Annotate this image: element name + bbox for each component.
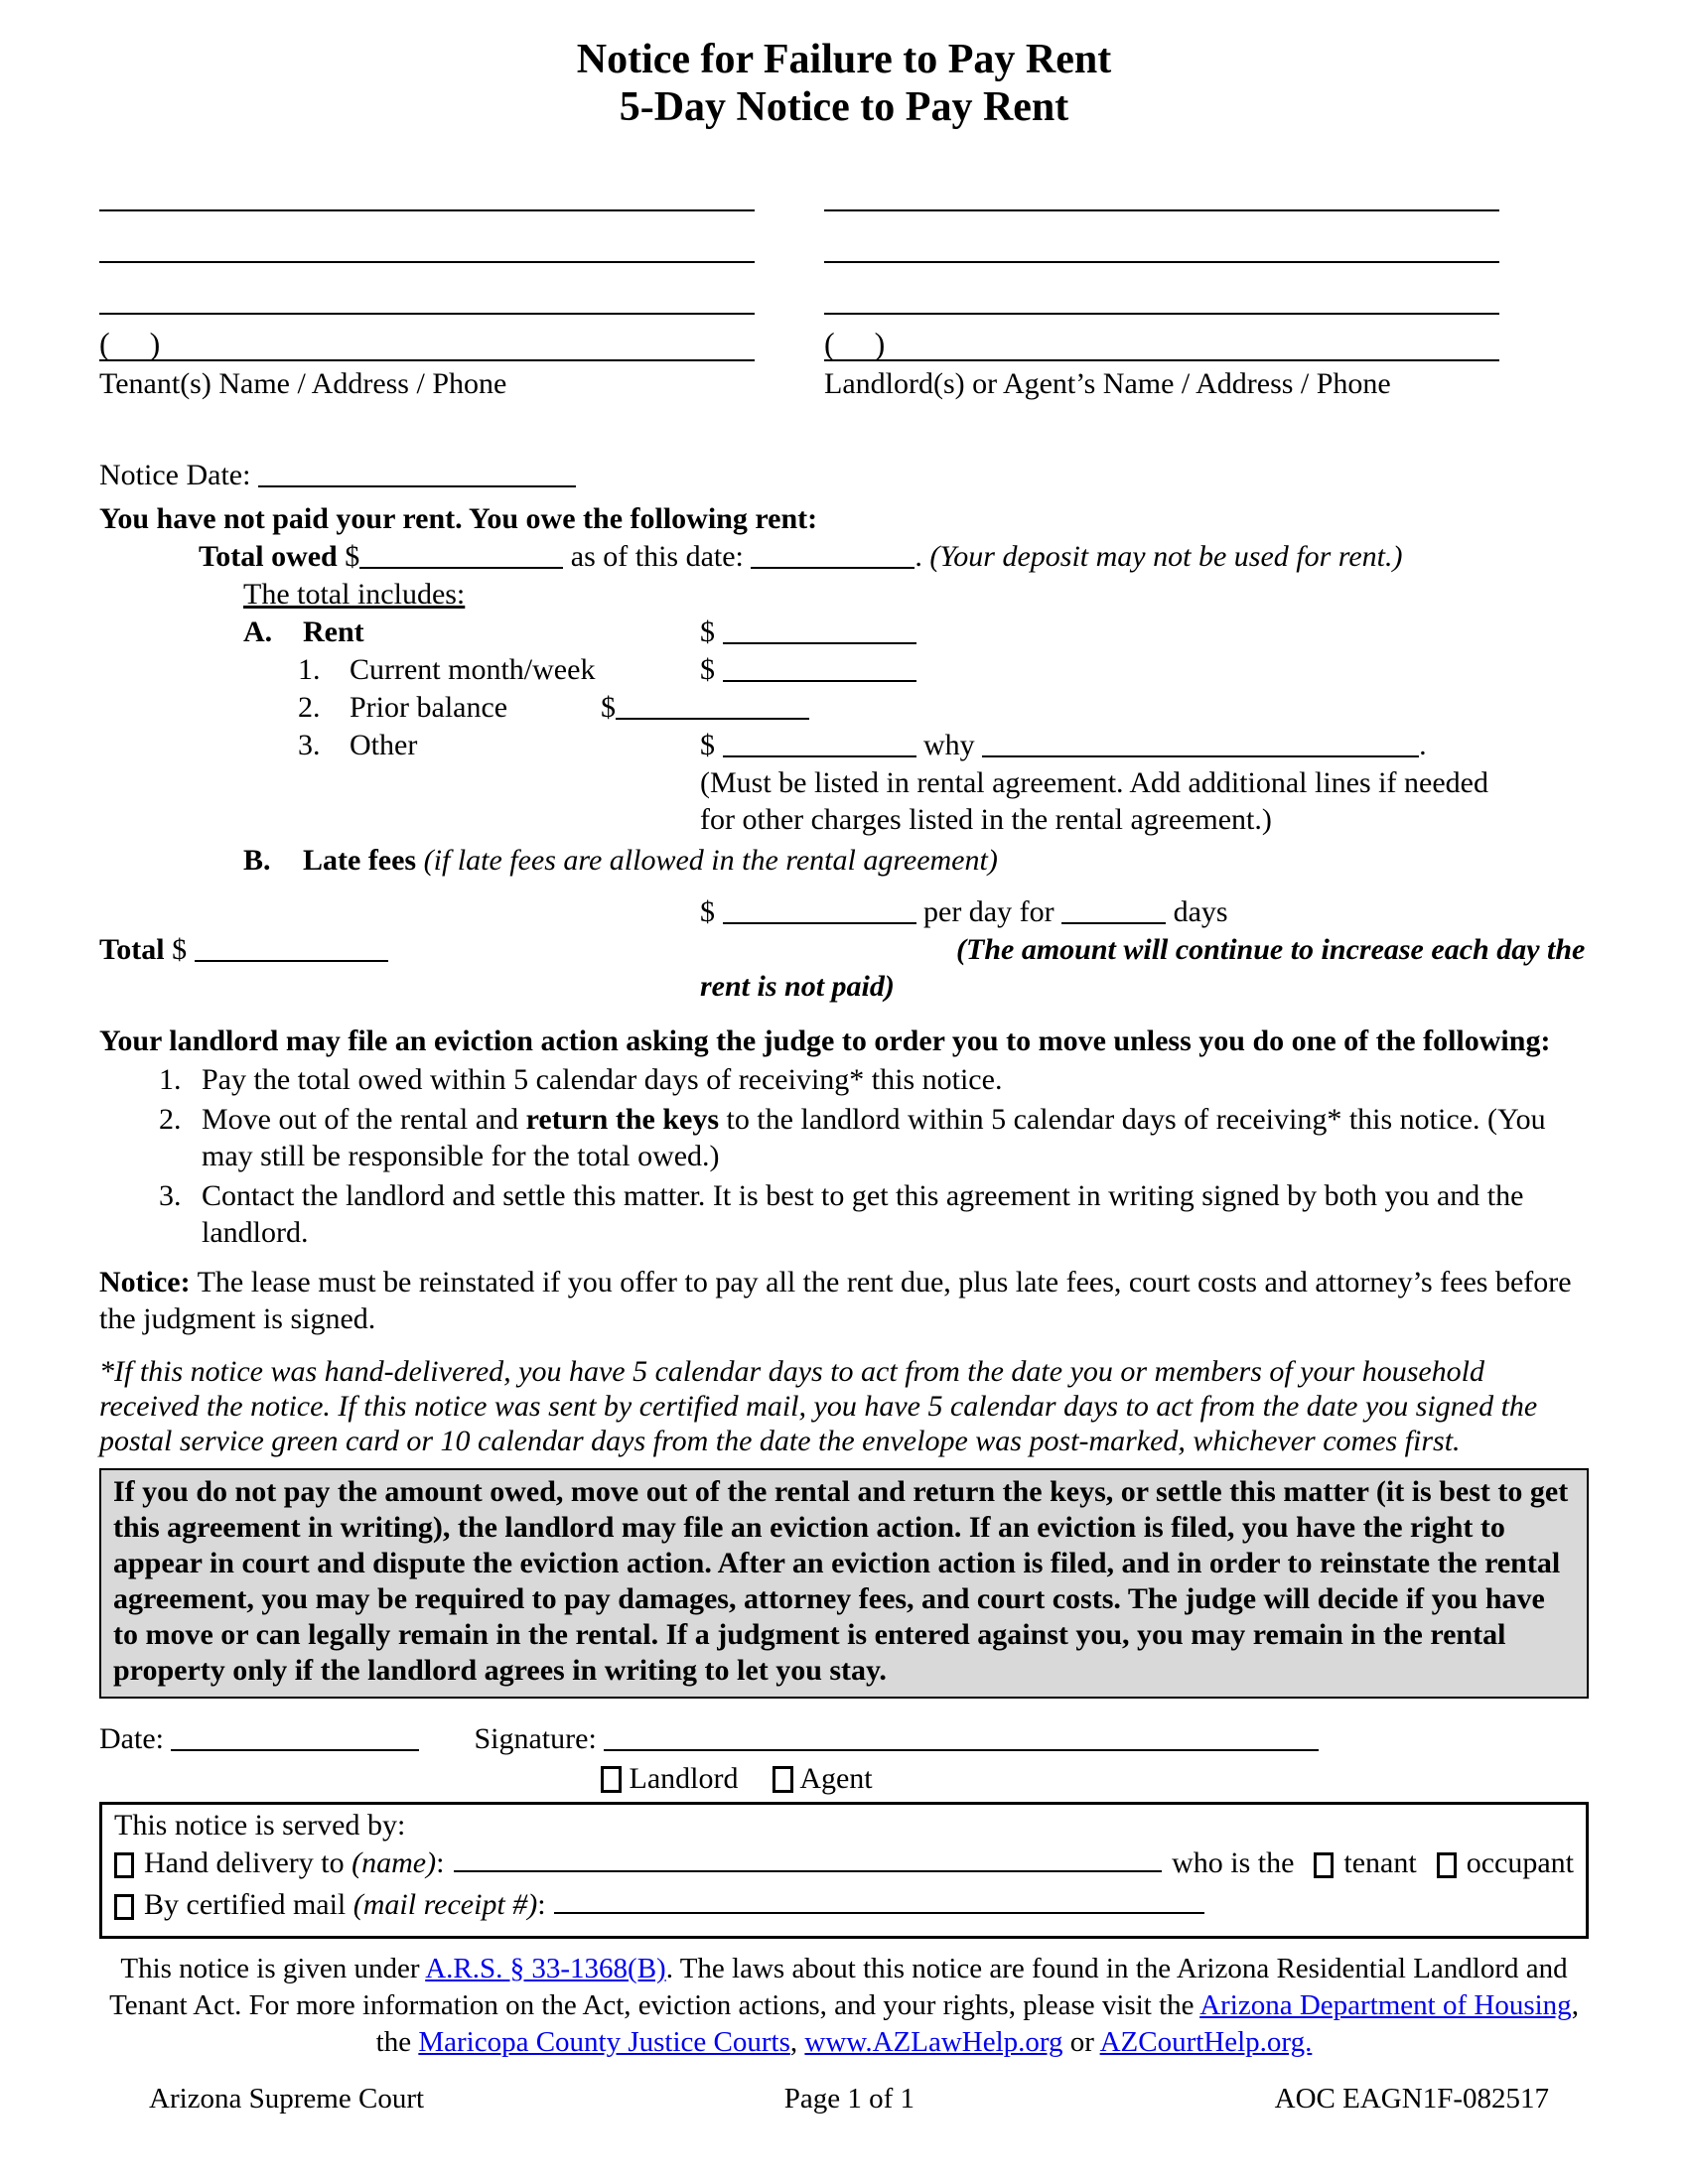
total-owed-input-line[interactable] — [359, 541, 563, 569]
days-input-line[interactable] — [1061, 896, 1166, 924]
landlord-label: Landlord(s) or Agent’s Name / Address / Phone — [824, 366, 1391, 400]
prior-balance-row — [99, 689, 1589, 727]
rent-amount-group — [700, 614, 916, 651]
option-3-text: Contact the landlord and settle this matter. It is best to get this agreement in writing signed by both you and the landlord. — [202, 1178, 1524, 1250]
notice-date-label: Notice Date: — [99, 458, 251, 491]
late-fee-amount-input-line[interactable] — [723, 896, 916, 924]
eviction-intro: Your landlord may file an eviction action asking the judge to order you to move unless you do one of the following: — [99, 1024, 1551, 1057]
parties-section — [99, 154, 1589, 401]
signature-input-line[interactable] — [604, 1723, 1319, 1751]
legal-text: . The laws about this notice are found in the Arizona Residential Landlord and Tenant Act. For more information on the Act, eviction actions, and your rights, please visit the — [109, 1952, 1568, 2021]
owe-heading: You have not paid your rent. You owe the following rent: — [99, 501, 818, 535]
tenant-phone-line[interactable] — [99, 315, 755, 361]
late-fees-row — [99, 842, 1589, 880]
landlord-info-line-3[interactable] — [824, 263, 1499, 315]
certified-mail-checkbox[interactable] — [114, 1894, 134, 1920]
reinstate-notice — [99, 1264, 1589, 1338]
option-1-text: Pay the total owed within 5 calendar days of receiving* this notice. — [202, 1063, 1003, 1097]
total-amount-group — [172, 933, 388, 966]
landlord-info-block — [824, 154, 1499, 401]
legal-footnote — [99, 1951, 1589, 2061]
footer-court-name: Arizona Supreme Court — [149, 2083, 425, 2116]
page-footer — [99, 2081, 1589, 2116]
mail-receipt-input-line[interactable] — [554, 1886, 1204, 1914]
currency-sign: $ — [700, 614, 715, 648]
per-day-label: per day for — [923, 894, 1055, 928]
total-amount-input-line[interactable] — [195, 934, 388, 962]
rent-item-row — [99, 614, 1589, 651]
eviction-option-1 — [99, 1061, 1589, 1099]
notice-date-row — [99, 457, 1589, 496]
current-month-input-line[interactable] — [723, 654, 916, 682]
option-2-number: 2. — [159, 1102, 182, 1136]
occupant-checkbox[interactable] — [1437, 1852, 1457, 1878]
current-month-row — [99, 651, 1589, 689]
legal-text: , — [789, 2026, 805, 2059]
total-label: Total — [99, 932, 165, 966]
tenant-checkbox-label: tenant — [1343, 1845, 1417, 1879]
agent-checkbox[interactable] — [773, 1766, 793, 1793]
landlord-checkbox-label: Landlord — [629, 1761, 739, 1795]
item-b-group — [303, 842, 998, 880]
eviction-option-3 — [99, 1177, 1589, 1252]
other-row — [99, 727, 1589, 764]
reinstate-notice-text: The lease must be reinstated if you offer to pay all the rent due, plus late fees, court costs and attorney’s fees before the judgment is signed. — [99, 1265, 1572, 1336]
landlord-info-line-2[interactable] — [824, 211, 1499, 263]
currency-sign: $ — [601, 690, 616, 724]
tenant-info-line-3[interactable] — [99, 263, 755, 315]
tenant-checkbox[interactable] — [1314, 1852, 1334, 1878]
item-a-number: A. — [243, 614, 273, 648]
other-note-row — [99, 764, 1589, 842]
hand-delivery-row — [114, 1844, 1574, 1886]
statute-link[interactable]: A.R.S. § 33-1368(B) — [425, 1952, 666, 1984]
hand-delivery-name-input-line[interactable] — [454, 1846, 1162, 1872]
justice-courts-link[interactable]: Maricopa County Justice Courts — [418, 2026, 790, 2059]
date-input-line[interactable] — [171, 1723, 419, 1751]
legal-text: This notice is given under — [120, 1952, 426, 1984]
hand-delivery-note: *If this notice was hand-delivered, you have 5 calendar days to act from the date you or members of your household received the notice. If this notice was sent by certified mail, you have 5 calendar days to act from the date you signed the postal service green card or 10 calendar days from the date the envelope was post-marked, whichever comes first. — [99, 1354, 1538, 1457]
date-label: Date: — [99, 1721, 164, 1755]
tenant-info-block — [99, 154, 755, 401]
azcourthelp-link[interactable]: AZCourtHelp.org. — [1099, 2026, 1313, 2059]
agent-checkbox-label: Agent — [799, 1761, 873, 1795]
why-label: why — [923, 728, 975, 761]
late-fees-note: (if late fees are allowed in the rental agreement) — [423, 843, 998, 877]
tenant-label: Tenant(s) Name / Address / Phone — [99, 366, 507, 400]
days-label: days — [1173, 894, 1228, 928]
service-method-box — [99, 1802, 1589, 1939]
per-day-row — [99, 893, 1589, 931]
landlord-checkbox[interactable] — [601, 1766, 622, 1793]
service-heading: This notice is served by: — [114, 1808, 406, 1842]
as-of-date-input-line[interactable] — [751, 541, 914, 569]
period: . — [914, 539, 922, 573]
current-month-amount-group — [700, 651, 916, 689]
signature-label: Signature: — [474, 1721, 597, 1755]
form-title-line2: 5-Day Notice to Pay Rent — [619, 84, 1069, 131]
footer-form-number: AOC EAGN1F-082517 — [1274, 2083, 1549, 2116]
item-b-label: Late fees — [303, 843, 417, 877]
includes-row — [243, 576, 1589, 614]
warning-box: If you do not pay the amount owed, move out of the rental and return the keys, or settle this matter (it is best to get this agreement in writing), the landlord may file an eviction action. If an eviction is filed, you have the right to appear in court and dispute the eviction action. After an eviction action is filed, and in order to reinstate the rental agreement, you may be required to pay damages, attorney fees, and court costs. The judge will decide if you have to move or can legally remain in the rental. If a judgment is entered against you, you may remain in the rental property only if the landlord agrees in writing to let you stay. — [99, 1468, 1589, 1699]
why-period: . — [1419, 728, 1427, 761]
form-title — [99, 36, 1589, 132]
form-title-line1: Notice for Failure to Pay Rent — [576, 37, 1112, 82]
item-b-number: B. — [243, 843, 271, 877]
certified-mail-row — [114, 1886, 1574, 1928]
signature-row — [99, 1720, 1589, 1760]
landlord-phone-line[interactable] — [824, 315, 1499, 361]
footer-page-number: Page 1 of 1 — [783, 2083, 914, 2116]
per-day-group — [700, 893, 1228, 931]
tenant-info-line-2[interactable] — [99, 211, 755, 263]
notice-date-input-line[interactable] — [258, 460, 576, 487]
includes-label: The total includes: — [243, 577, 466, 611]
sub1-label: Current month/week — [350, 652, 596, 686]
tenant-info-line-1[interactable] — [99, 154, 755, 211]
landlord-info-line-1[interactable] — [824, 154, 1499, 211]
option-2-text: Move out of the rental and — [202, 1102, 526, 1136]
sub1-number: 1. — [298, 652, 321, 686]
currency-sign: $ — [345, 539, 360, 573]
other-note: (Must be listed in rental agreement. Add additional lines if needed for other charges listed in the rental agreement.) — [700, 765, 1488, 837]
total-owed-label: Total owed — [199, 539, 338, 573]
other-why-input-line[interactable] — [982, 730, 1419, 757]
legal-text: or — [1062, 2026, 1100, 2059]
currency-sign: $ — [700, 894, 715, 928]
occupant-checkbox-label: occupant — [1466, 1845, 1574, 1879]
landlord-area-code-parens: ( ) — [824, 325, 886, 361]
sub2-label: Prior balance — [350, 690, 508, 724]
reinstate-notice-label: Notice: — [99, 1265, 191, 1298]
option-1-number: 1. — [159, 1063, 182, 1097]
other-amount-input-line[interactable] — [723, 730, 916, 757]
item-a-label: Rent — [303, 614, 364, 648]
prior-balance-amount-group — [601, 689, 809, 727]
other-amount-group — [700, 727, 1427, 764]
late-fees-total-row — [99, 931, 1589, 1013]
sub3-number: 3. — [298, 728, 321, 761]
prior-balance-input-line[interactable] — [616, 692, 809, 720]
as-of-label: as of this date: — [570, 539, 744, 573]
option-2-bold: return the keys — [525, 1102, 720, 1136]
total-owed-row — [199, 538, 1589, 576]
deposit-note: (Your deposit may not be used for rent.) — [929, 539, 1403, 573]
housing-dept-link[interactable]: Arizona Department of Housing — [1199, 1988, 1572, 2021]
hand-delivery-checkbox[interactable] — [114, 1852, 134, 1878]
hand-delivery-label: Hand delivery to (name): — [144, 1845, 445, 1879]
who-is-the-label: who is the — [1172, 1845, 1295, 1879]
signer-role-row — [601, 1760, 1589, 1798]
rent-amount-input-line[interactable] — [723, 616, 916, 644]
certified-mail-label: By certified mail (mail receipt #): — [144, 1887, 546, 1921]
total-increase-note: (The amount will continue to increase each day the rent is not paid) — [700, 932, 1586, 1004]
legal-text: , the — [375, 1988, 1579, 2059]
tenant-area-code-parens: ( ) — [99, 325, 161, 361]
sub3-label: Other — [350, 728, 418, 761]
option-2-post: to the landlord within 5 calendar days of receiving* this notice. (You may still be responsible for the total owed.) — [202, 1102, 1546, 1173]
sub2-number: 2. — [298, 690, 321, 724]
currency-sign: $ — [700, 652, 715, 686]
currency-sign: $ — [700, 728, 715, 761]
azlawhelp-link[interactable]: www.AZLawHelp.org — [804, 2026, 1063, 2059]
currency-sign: $ — [172, 932, 188, 966]
eviction-option-2 — [99, 1101, 1589, 1175]
option-3-number: 3. — [159, 1178, 182, 1212]
